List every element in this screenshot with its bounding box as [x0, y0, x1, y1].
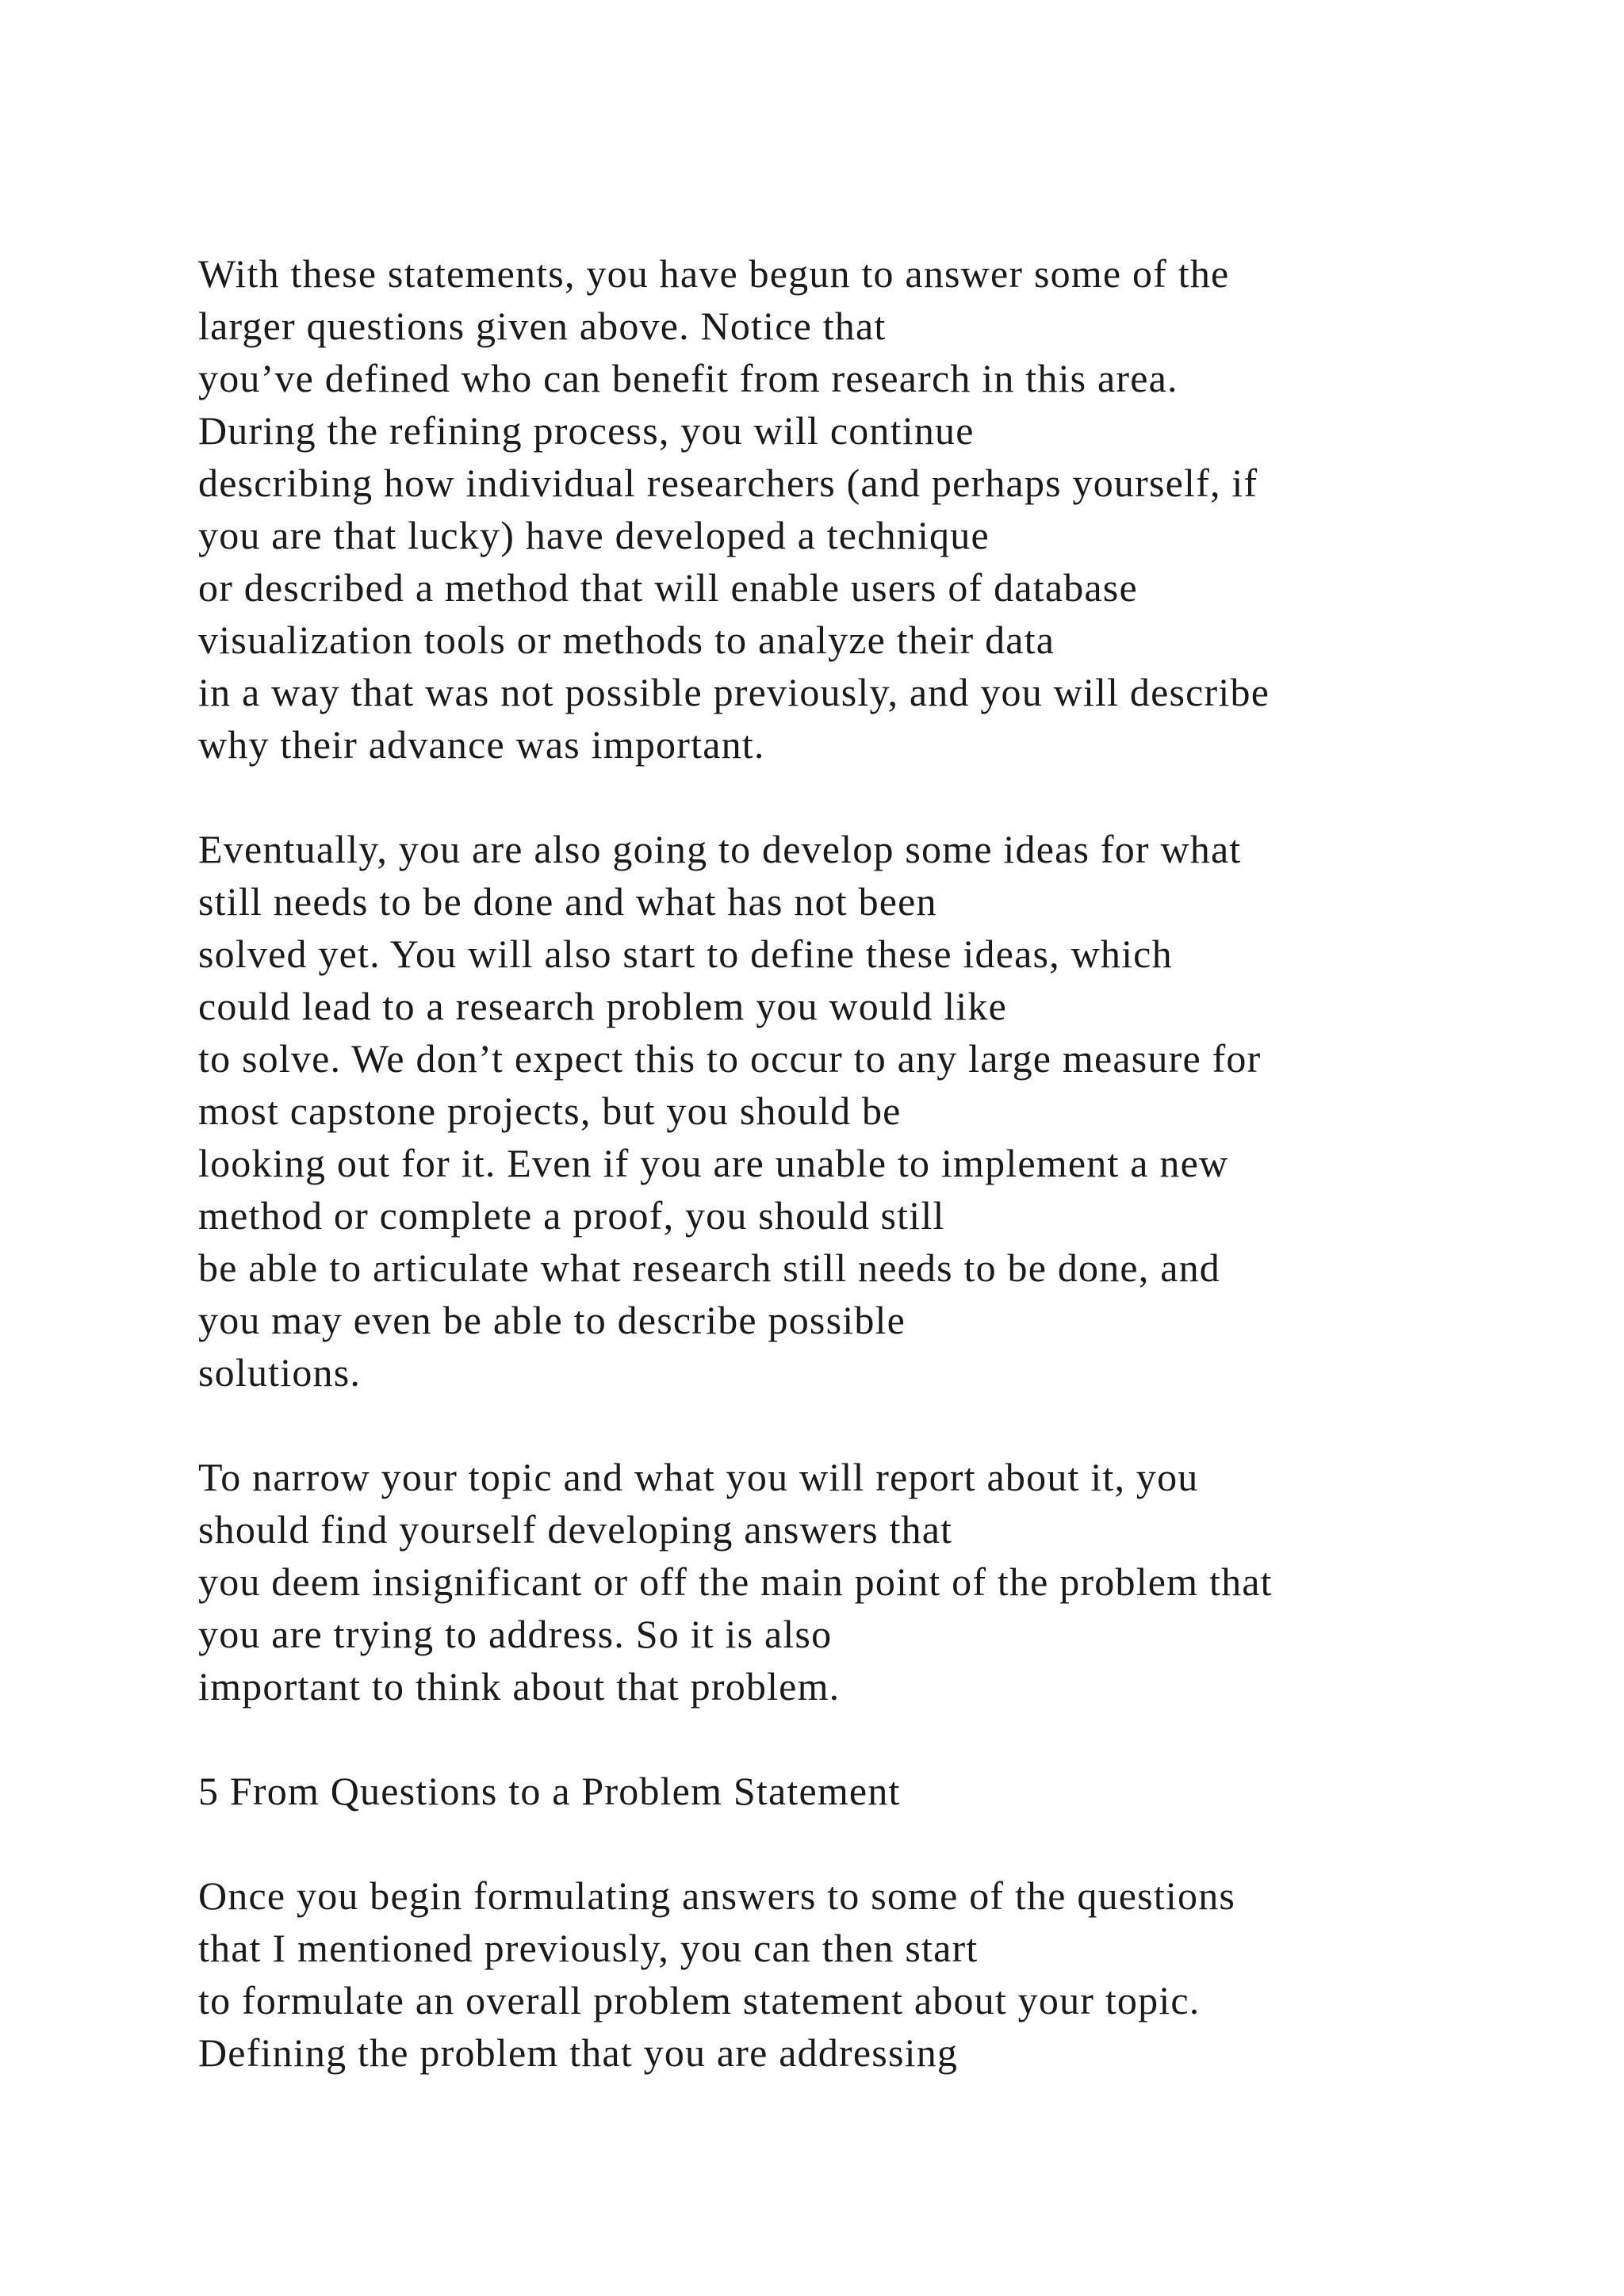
text-line: you are that lucky) have developed a technique	[198, 513, 990, 557]
text-line: be able to articulate what research still needs to be done, and	[198, 1246, 1221, 1290]
section-title: 5 From Questions to a Problem Statement	[198, 1769, 901, 1813]
text-line: or described a method that will enable users of database	[198, 565, 1138, 610]
text-line: describing how individual researchers (and perhaps yourself, if	[198, 461, 1258, 505]
paragraph-gap	[198, 1817, 1546, 1869]
text-line: To narrow your topic and what you will report about it, you	[198, 1455, 1199, 1499]
paragraph-4	[198, 1869, 1546, 2079]
text-line: you deem insignificant or off the main point of the problem that	[198, 1559, 1273, 1604]
text-line: still needs to be done and what has not been	[198, 879, 937, 924]
text-line: to solve. We don’t expect this to occur to any large measure for	[198, 1036, 1262, 1081]
text-line: should find yourself developing answers that	[198, 1507, 953, 1552]
paragraph-gap	[198, 771, 1546, 823]
paragraph-gap	[198, 1399, 1546, 1451]
document-body	[198, 247, 1546, 2079]
text-line: looking out for it. Even if you are unable to implement a new	[198, 1141, 1229, 1185]
text-line: to formulate an overall problem statement about your topic.	[198, 1978, 1201, 2022]
text-line: that I mentioned previously, you can then start	[198, 1926, 979, 1970]
text-line: why their advance was important.	[198, 722, 765, 767]
text-line: visualization tools or methods to analyze their data	[198, 618, 1055, 662]
text-line: Eventually, you are also going to develop some ideas for what	[198, 827, 1242, 871]
text-line: you are trying to address. So it is also	[198, 1612, 833, 1656]
text-line: solutions.	[198, 1350, 362, 1395]
text-line: Once you begin formulating answers to some of the questions	[198, 1873, 1236, 1918]
text-line: During the refining process, you will continue	[198, 408, 975, 453]
text-line: important to think about that problem.	[198, 1664, 841, 1709]
text-line: method or complete a proof, you should still	[198, 1193, 945, 1238]
text-line: could lead to a research problem you would like	[198, 984, 1007, 1028]
paragraph-1	[198, 247, 1546, 771]
text-line: you’ve defined who can benefit from research in this area.	[198, 356, 1178, 400]
text-line: in a way that was not possible previously, and you will describe	[198, 670, 1270, 714]
paragraph-3	[198, 1451, 1546, 1712]
text-line: you may even be able to describe possible	[198, 1298, 906, 1342]
text-line: Defining the problem that you are addressing	[198, 2030, 959, 2075]
text-line: solved yet. You will also start to define these ideas, which	[198, 932, 1173, 976]
text-line: larger questions given above. Notice that	[198, 304, 887, 348]
section-heading	[198, 1765, 1546, 1817]
text-line: With these statements, you have begun to answer some of the	[198, 251, 1230, 296]
paragraph-gap	[198, 1712, 1546, 1765]
text-line: most capstone projects, but you should be	[198, 1089, 902, 1133]
paragraph-2	[198, 823, 1546, 1399]
